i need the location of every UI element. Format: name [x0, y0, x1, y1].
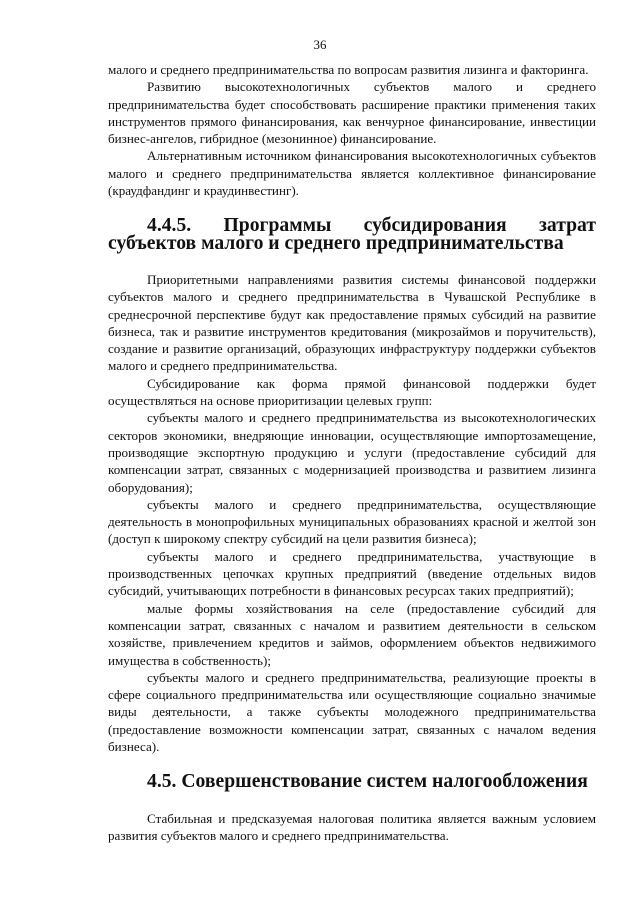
paragraph-collective-financing: Альтернативным источником финансирования высокотехнологичных субъектов малого и среднего предпринимательства является коллективное финансирование (краудфандинг и краудинвестинг). [108, 148, 596, 199]
list-item-rural-forms: малые формы хозяйствования на селе (предоставление субсидий для компенсации затрат, связанных с началом и развитием деятельности в сельском хозяйстве, привлечением кредитов и займов, оформлением объектов недвижимого имущества в собственность); [108, 600, 596, 668]
list-item-social-entrepreneurship: субъекты малого и среднего предпринимательства, реализующие проекты в сфере социального предпринимательства или осуществляющие социально значимые виды деятельности, а также субъекты молодежного предпринимательства (предоставление возможности компенсации затрат, связанных с началом ведения бизнеса). [108, 669, 596, 754]
paragraph-continuation: малого и среднего предпринимательства по вопросам развития лизинга и факторинга. [108, 62, 589, 77]
paragraph-priority-directions: Приоритетными направлениями развития системы финансовой поддержки субъектов малого и среднего предпринимательства в Чувашской Республике в среднесрочной перспективе будут как предоставление прямых субсидий на развитие бизнеса, так и развитие инструментов кредитования (микрозаймов и поручительств), создание и развитие организаций, образующих инфраструктуру поддержки субъектов малого и среднего предпринимательства. [108, 271, 596, 374]
paragraph-tax-policy: Стабильная и предсказуемая налоговая политика является важным условием развития субъектов малого и среднего предпринимательства. [108, 810, 596, 843]
list-item-monoprofile-subjects: субъекты малого и среднего предпринимательства, осуществляющие деятельность в монопрофильных муниципальных образованиях красной и желтой зон (доступ к широкому спектру субсидий на цели развития бизнеса); [108, 496, 596, 547]
section-heading-4-5: 4.5. Совершенствование систем налогообложения [147, 770, 588, 793]
page-number: 36 [313, 37, 327, 52]
document-body [108, 61, 596, 844]
list-item-production-chain-subjects: субъекты малого и среднего предпринимательства, участвующие в производственных цепочках крупных предприятий (введение отдельных видов субсидий, учитывающих потребности в финансовых ресурсах таких предприятий); [108, 548, 596, 599]
paragraph-subsidy-target-groups: Субсидирование как форма прямой финансовой поддержки будет осуществляться на основе приоритизации целевых групп: [108, 375, 596, 409]
list-item-high-tech-subjects: субъекты малого и среднего предпринимательства из высокотехнологических секторов экономики, внедряющие инновации, осуществляющие импортозамещение, производящие экспортную продукцию и услуги (предоставление субсидий для компенсации затрат, связанных с модернизацией производства и развитием лизинга оборудования); [108, 410, 596, 495]
paragraph-high-tech-financing: Развитию высокотехнологичных субъектов малого и среднего предпринимательства будет способствовать расширение практики применения таких инструментов прямого финансирования, как венчурное финансирование, инвестиции бизнес-ангелов, гибридное (мезонинное) финансирование. [108, 79, 596, 147]
section-heading-4-4-5: 4.4.5. Программы субсидирования затрат субъектов малого и среднего предпринимательства [108, 214, 596, 254]
